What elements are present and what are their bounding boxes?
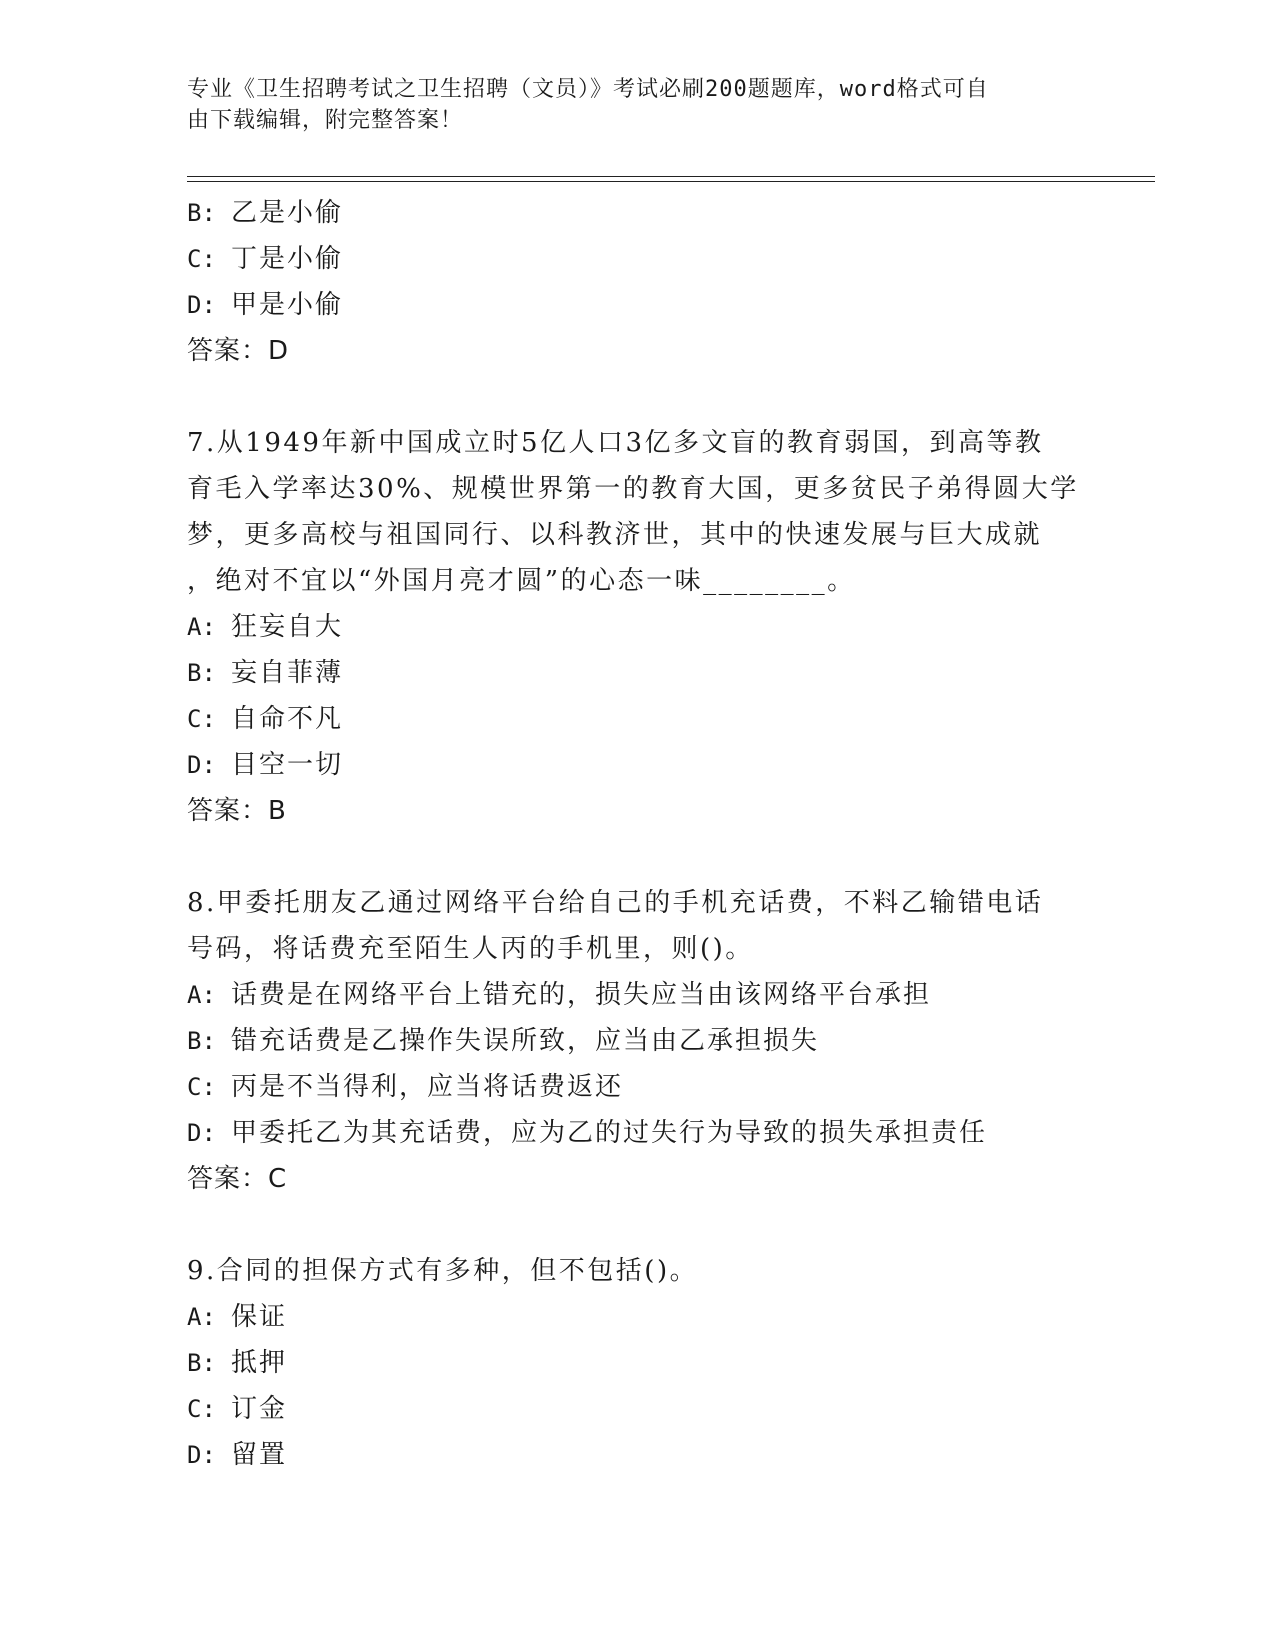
document-header (187, 74, 1067, 136)
option-c: C: 自命不凡 (187, 704, 344, 734)
option-b: B: 妄自菲薄 (187, 658, 344, 688)
option-d: D: 甲委托乙为其充话费，应为乙的过失行为导致的损失承担责任 (187, 1118, 988, 1148)
answer: 答案：D (187, 336, 290, 366)
question-text-line: 号码，将话费充至陌生人丙的手机里，则()。 (187, 934, 754, 964)
option-d: D: 留置 (187, 1440, 288, 1470)
option-c: C: 订金 (187, 1394, 288, 1424)
answer: 答案：C (187, 1164, 288, 1194)
option-c: C: 丁是小偷 (187, 244, 344, 274)
question-8 (187, 880, 1087, 1202)
option-b: B: 抵押 (187, 1348, 288, 1378)
option-b: B: 错充话费是乙操作失误所致，应当由乙承担损失 (187, 1026, 820, 1056)
option-c: C: 丙是不当得利，应当将话费返还 (187, 1072, 624, 1102)
option-d: D: 甲是小偷 (187, 290, 344, 320)
option-a: A: 保证 (187, 1302, 288, 1332)
header-divider-bottom (187, 181, 1155, 182)
question-text-line: 9.合同的担保方式有多种，但不包括()。 (187, 1256, 699, 1286)
header-divider-top (187, 176, 1155, 177)
option-b: B: 乙是小偷 (187, 198, 344, 228)
question-text-line: 7.从1949年新中国成立时5亿人口3亿多文盲的教育弱国，到高等教 (187, 428, 1044, 458)
header-title-line-2: 由下载编辑，附完整答案！ (187, 108, 464, 133)
option-a: A: 话费是在网络平台上错充的，损失应当由该网络平台承担 (187, 980, 932, 1010)
option-d: D: 目空一切 (187, 750, 344, 780)
header-title-line-1: 专业《卫生招聘考试之卫生招聘（文员）》考试必刷200题题库，word格式可自 (187, 77, 989, 102)
question-list (187, 190, 1087, 1478)
question-text-line: 育毛入学率达30%、规模世界第一的教育大国，更多贫民子弟得圆大学 (187, 474, 1079, 504)
question-6-tail (187, 190, 1087, 374)
option-a: A: 狂妄自大 (187, 612, 344, 642)
question-text-line: 8.甲委托朋友乙通过网络平台给自己的手机充话费，不料乙输错电话 (187, 888, 1044, 918)
question-text-line: 梦，更多高校与祖国同行、以科教济世，其中的快速发展与巨大成就 (187, 520, 1043, 550)
question-7 (187, 420, 1087, 834)
answer: 答案：B (187, 796, 287, 826)
question-text-line: ，绝对不宜以“外国月亮才圆”的心态一味________。 (187, 566, 856, 596)
question-9 (187, 1248, 1087, 1478)
